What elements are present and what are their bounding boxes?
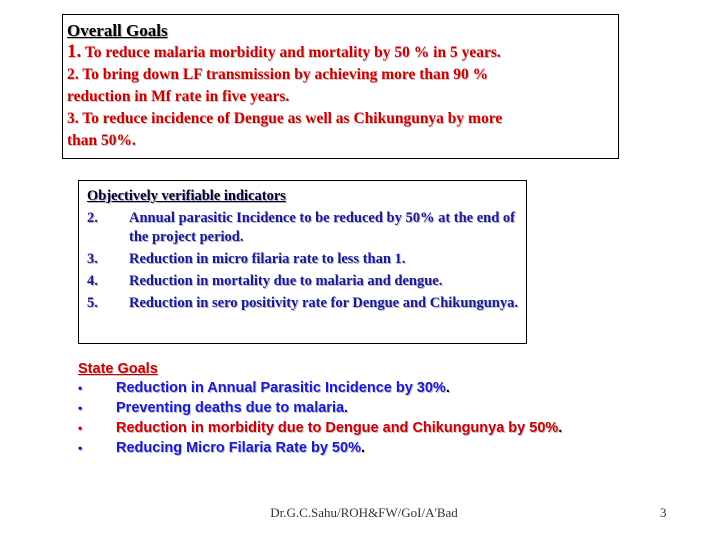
goal-item-3-line-2: than 50%. bbox=[67, 132, 136, 149]
indicator-text: Reduction in mortality due to malaria and dengue. bbox=[129, 273, 443, 289]
state-goal-item bbox=[78, 378, 678, 398]
goal-item-3-line-1: 3. To reduce incidence of Dengue as well as Chikungunya by more bbox=[67, 110, 503, 127]
state-goal-text: Reduction in Annual Parasitic Incidence by 30%. bbox=[116, 380, 450, 396]
state-goal-text: Preventing deaths due to malaria. bbox=[116, 400, 349, 416]
goal-item-1 bbox=[67, 41, 614, 64]
state-goal-item bbox=[78, 438, 678, 458]
state-goal-text: Reducing Micro Filaria Rate by 50%. bbox=[116, 440, 365, 456]
indicator-text: Reduction in sero positivity rate for Dengue and Chikungunya. bbox=[129, 295, 519, 311]
goal-item-2-line-1: 2. To bring down LF transmission by achieving more than 90 % bbox=[67, 66, 489, 83]
goal-text-1: To reduce malaria morbidity and mortality by 50 % in 5 years. bbox=[81, 44, 501, 61]
goal-number-1: 1. bbox=[67, 41, 82, 62]
indicator-item bbox=[87, 272, 518, 291]
goal-item-2-line-2: reduction in Mf rate in five years. bbox=[67, 88, 290, 105]
footer-credit: Dr.G.C.Sahu/ROH&FW/GoI/A'Bad bbox=[270, 505, 458, 520]
indicator-item bbox=[87, 294, 518, 313]
indicator-number: 5. bbox=[87, 295, 98, 311]
indicator-text: Annual parasitic Incidence to be reduced by 50% at the end of the project period. bbox=[129, 210, 516, 245]
bullet-icon: • bbox=[78, 441, 83, 455]
overall-goals-title: Overall Goals bbox=[67, 21, 168, 40]
indicator-item bbox=[87, 250, 518, 269]
state-goal-item bbox=[78, 418, 678, 438]
indicator-item bbox=[87, 209, 518, 247]
indicator-number: 3. bbox=[87, 251, 98, 267]
indicators-box bbox=[78, 180, 527, 344]
bullet-icon: • bbox=[78, 381, 83, 395]
indicators-title: Objectively verifiable indicators bbox=[87, 188, 286, 204]
state-goals-section bbox=[78, 360, 678, 458]
indicator-number: 2. bbox=[87, 210, 98, 226]
indicator-text: Reduction in micro filaria rate to less than 1. bbox=[129, 251, 406, 267]
page-number: 3 bbox=[660, 505, 667, 520]
bullet-icon: • bbox=[78, 401, 83, 415]
indicator-number: 4. bbox=[87, 273, 98, 289]
bullet-icon: • bbox=[78, 421, 83, 435]
state-goal-item bbox=[78, 398, 678, 418]
state-goals-title: State Goals bbox=[78, 361, 158, 377]
overall-goals-box bbox=[62, 14, 619, 159]
state-goal-text: Reduction in morbidity due to Dengue and Chikungunya by 50%. bbox=[116, 420, 563, 436]
